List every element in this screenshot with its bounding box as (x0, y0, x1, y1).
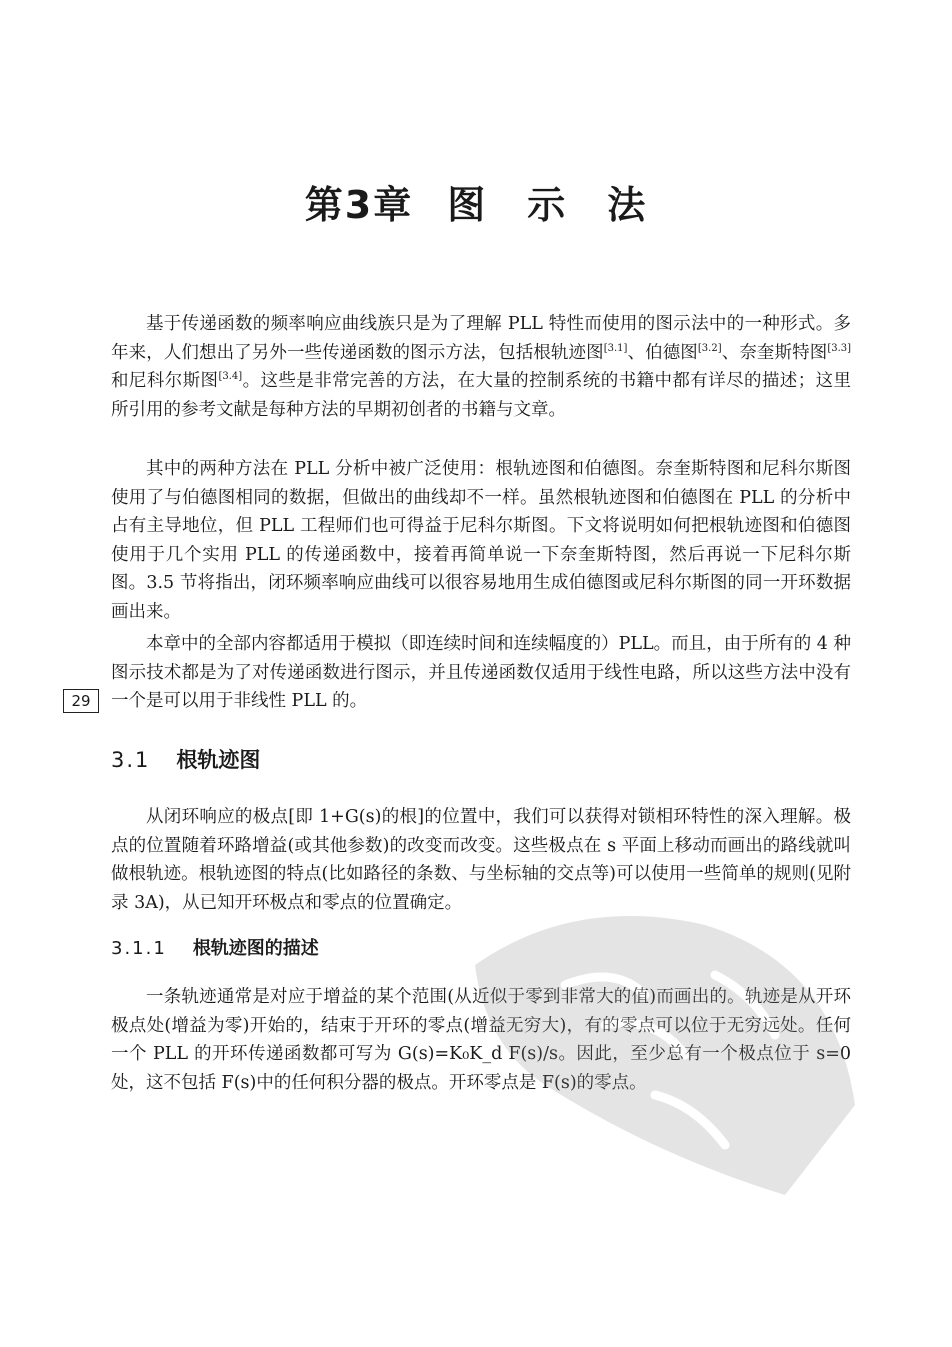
section-3-1-heading (111, 745, 260, 775)
section-3-1-1-body: 一条轨迹通常是对应于增益的某个范围(从近似于零到非常大的值)而画出的。轨迹是从开环极点处(增益为零)开始的，结束于开环的零点(增益无穷大)，有的零点可以位于无穷远处。任何一个 PLL 的开环传递函数都可写为 G(s)=K₀K_d F(s)/s。因此，至少总有一个极点位于 s=0 处，这不包括 F(s)中的任何积分器的极点。开环零点是 F(s)的零点。 (111, 987, 851, 1093)
chapter-name: 图 示 法 (447, 183, 648, 227)
citation-3-2: [3.2] (697, 342, 722, 354)
page-number: 29 (63, 689, 99, 713)
intro-paragraph-2: 其中的两种方法在 PLL 分析中被广泛使用：根轨迹图和伯德图。奈奎斯特图和尼科尔斯图使用了与伯德图相同的数据，但做出的曲线却不一样。虽然根轨迹图和伯德图在 PLL 的分析中占有主导地位，但 PLL 工程师们也可得益于尼科尔斯图。下文将说明如何把根轨迹图和伯德图使用于几个实用 PLL 的传递函数中，接着再简单说一下奈奎斯特图，然后再说一下尼科尔斯图。3.5 节将指出，闭环频率响应曲线可以很容易地用生成伯德图或尼科尔斯图的同一开环数据画出来。 (111, 459, 851, 622)
subsection-title: 根轨迹图的描述 (192, 938, 319, 959)
section-number: 3.1 (111, 748, 151, 772)
chapter-title (0, 180, 952, 230)
section-3-1-1-heading (111, 935, 319, 963)
subsection-number: 3.1.1 (111, 938, 167, 959)
p1-text-a: 基于传递函数的频率响应曲线族只是为了理解 PLL 特性而使用的图示法中的一种形式。多年来，人们想出了另外一些传递函数的图示方法，包括根轨迹图 (111, 314, 851, 363)
citation-3-1: [3.1] (603, 342, 628, 354)
p1-text-e: 。这些是非常完善的方法，在大量的控制系统的书籍中都有详尽的描述；这里所引用的参考文献是每种方法的早期初创者的书籍与文章。 (111, 371, 852, 420)
p1-text-c: 、奈奎斯特图 (721, 342, 828, 363)
section-title: 根轨迹图 (176, 748, 261, 772)
citation-3-4: [3.4] (218, 371, 243, 383)
chapter-number: 第3章 (304, 183, 414, 227)
citation-3-3: [3.3] (827, 342, 852, 354)
p1-text-b: 、伯德图 (627, 342, 698, 363)
intro-paragraph-3: 本章中的全部内容都适用于模拟（即连续时间和连续幅度的）PLL。而且，由于所有的 4 种图示技术都是为了对传递函数进行图示，并且传递函数仅适用于线性电路，所以这些方法中没有一个是可以用于非线性 PLL 的。 (111, 634, 851, 711)
section-3-1-body: 从闭环响应的极点[即 1+G(s)的根]的位置中，我们可以获得对锁相环特性的深入理解。极点的位置随着环路增益(或其他参数)的改变而改变。这些极点在 s 平面上移动而画出的路线就叫做根轨迹。根轨迹图的特点(比如路径的条数、与坐标轴的交点等)可以使用一些简单的规则(见附录 3A)，从已知开环极点和零点的位置确定。 (111, 807, 851, 913)
intro-paragraph-1 (111, 310, 851, 424)
p1-text-d: 和尼科尔斯图 (111, 371, 219, 391)
